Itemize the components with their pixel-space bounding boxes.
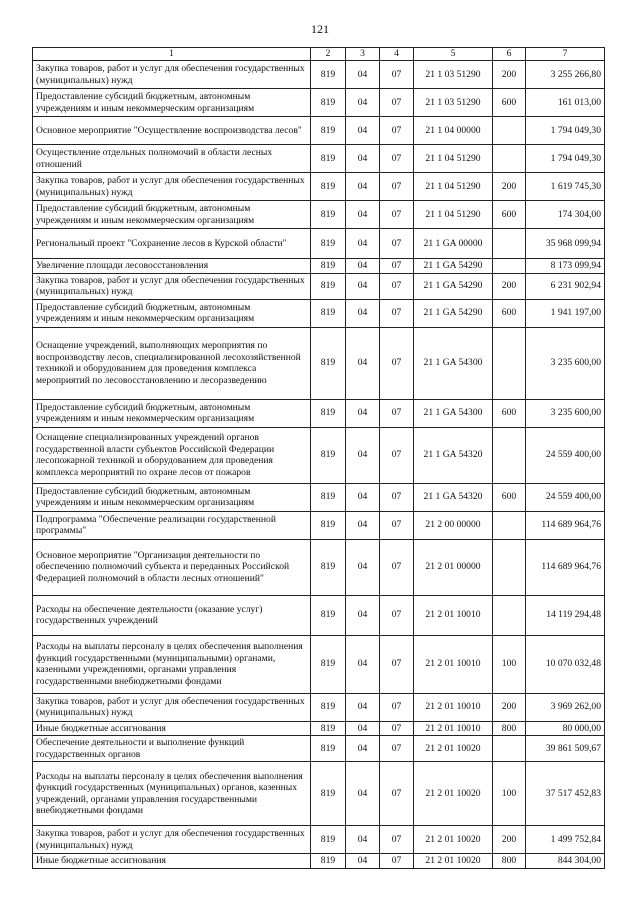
department-code-cell: 819 [311, 511, 346, 539]
subsection-code-cell: 07 [380, 117, 414, 145]
expense-name-cell: Предоставление субсидий бюджетным, автономным учреждениям и иным некоммерческим организациям [33, 201, 311, 229]
expense-type-cell: 100 [493, 635, 526, 693]
section-code-cell: 04 [346, 511, 380, 539]
expense-name-cell: Региональный проект "Сохранение лесов в Курской области" [33, 229, 311, 259]
section-code-cell: 04 [346, 299, 380, 327]
expense-type-cell: 200 [493, 61, 526, 89]
department-code-cell: 819 [311, 145, 346, 173]
table-row [33, 762, 605, 826]
amount-cell: 24 559 400,00 [526, 483, 605, 511]
department-code-cell: 819 [311, 736, 346, 762]
expense-type-cell: 100 [493, 762, 526, 826]
expense-name-cell: Иные бюджетные ассигнования [33, 854, 311, 869]
section-code-cell: 04 [346, 89, 380, 117]
amount-cell: 6 231 902,94 [526, 273, 605, 299]
table-row [33, 201, 605, 229]
department-code-cell: 819 [311, 173, 346, 201]
table-row [33, 89, 605, 117]
header-cell: 3 [346, 48, 380, 61]
page-number: 121 [311, 22, 329, 36]
target-article-cell: 21 2 01 10010 [414, 595, 493, 635]
target-article-cell: 21 1 04 51290 [414, 201, 493, 229]
section-code-cell: 04 [346, 483, 380, 511]
expense-name-cell: Осуществление отдельных полномочий в области лесных отношений [33, 145, 311, 173]
expense-type-cell: 200 [493, 693, 526, 721]
subsection-code-cell: 07 [380, 229, 414, 259]
expense-type-cell [493, 327, 526, 399]
department-code-cell: 819 [311, 826, 346, 854]
expense-type-cell: 600 [493, 89, 526, 117]
section-code-cell: 04 [346, 173, 380, 201]
table-row [33, 721, 605, 736]
subsection-code-cell: 07 [380, 762, 414, 826]
expense-name-cell: Предоставление субсидий бюджетным, автономным учреждениям и иным некоммерческим организациям [33, 483, 311, 511]
amount-cell: 3 255 266,80 [526, 61, 605, 89]
table-row [33, 595, 605, 635]
table-row [33, 511, 605, 539]
expense-type-cell: 600 [493, 201, 526, 229]
department-code-cell: 819 [311, 762, 346, 826]
amount-cell: 114 689 964,76 [526, 511, 605, 539]
header-cell: 5 [414, 48, 493, 61]
department-code-cell: 819 [311, 299, 346, 327]
expense-name-cell: Закупка товаров, работ и услуг для обеспечения государственных (муниципальных) нужд [33, 61, 311, 89]
section-code-cell: 04 [346, 762, 380, 826]
expense-type-cell: 800 [493, 721, 526, 736]
subsection-code-cell: 07 [380, 483, 414, 511]
expense-name-cell: Увеличение площади лесовосстановления [33, 259, 311, 274]
expense-type-cell: 600 [493, 299, 526, 327]
table-row [33, 117, 605, 145]
amount-cell: 10 070 032,48 [526, 635, 605, 693]
table-row [33, 693, 605, 721]
section-code-cell: 04 [346, 117, 380, 145]
expense-type-cell [493, 595, 526, 635]
department-code-cell: 819 [311, 273, 346, 299]
section-code-cell: 04 [346, 201, 380, 229]
expense-name-cell: Закупка товаров, работ и услуг для обеспечения государственных (муниципальных) нужд [33, 273, 311, 299]
expense-type-cell: 600 [493, 399, 526, 427]
subsection-code-cell: 07 [380, 201, 414, 229]
table-row [33, 145, 605, 173]
section-code-cell: 04 [346, 721, 380, 736]
amount-cell: 1 794 049,30 [526, 145, 605, 173]
subsection-code-cell: 07 [380, 299, 414, 327]
subsection-code-cell: 07 [380, 511, 414, 539]
target-article-cell: 21 2 01 10020 [414, 854, 493, 869]
subsection-code-cell: 07 [380, 173, 414, 201]
department-code-cell: 819 [311, 201, 346, 229]
subsection-code-cell: 07 [380, 61, 414, 89]
table-row [33, 427, 605, 483]
amount-cell: 161 013,00 [526, 89, 605, 117]
expense-name-cell: Обеспечение деятельности и выполнение функций государственных органов [33, 736, 311, 762]
table-row [33, 483, 605, 511]
expense-name-cell: Предоставление субсидий бюджетным, автономным учреждениям и иным некоммерческим организациям [33, 89, 311, 117]
target-article-cell: 21 2 01 10010 [414, 721, 493, 736]
target-article-cell: 21 1 GA 54320 [414, 427, 493, 483]
target-article-cell: 21 2 01 10020 [414, 762, 493, 826]
section-code-cell: 04 [346, 854, 380, 869]
expense-type-cell [493, 511, 526, 539]
target-article-cell: 21 1 04 00000 [414, 117, 493, 145]
expense-name-cell: Основное мероприятие "Организация деятельности по обеспечению полномочий субъекта и переданных Российской Федерацией полномочий в области лесных отношений" [33, 539, 311, 595]
subsection-code-cell: 07 [380, 635, 414, 693]
subsection-code-cell: 07 [380, 89, 414, 117]
section-code-cell: 04 [346, 736, 380, 762]
expense-type-cell: 600 [493, 483, 526, 511]
amount-cell: 174 304,00 [526, 201, 605, 229]
target-article-cell: 21 1 04 51290 [414, 145, 493, 173]
amount-cell: 39 861 509,67 [526, 736, 605, 762]
department-code-cell: 819 [311, 89, 346, 117]
department-code-cell: 819 [311, 483, 346, 511]
amount-cell: 844 304,00 [526, 854, 605, 869]
expense-type-cell: 200 [493, 273, 526, 299]
target-article-cell: 21 1 GA 54300 [414, 399, 493, 427]
section-code-cell: 04 [346, 595, 380, 635]
department-code-cell: 819 [311, 327, 346, 399]
section-code-cell: 04 [346, 539, 380, 595]
expense-type-cell [493, 427, 526, 483]
table-row [33, 539, 605, 595]
target-article-cell: 21 1 04 51290 [414, 173, 493, 201]
header-row [33, 48, 605, 61]
amount-cell: 1 499 752,84 [526, 826, 605, 854]
target-article-cell: 21 1 03 51290 [414, 89, 493, 117]
target-article-cell: 21 1 GA 54320 [414, 483, 493, 511]
target-article-cell: 21 2 01 00000 [414, 539, 493, 595]
expense-name-cell: Закупка товаров, работ и услуг для обеспечения государственных (муниципальных) нужд [33, 173, 311, 201]
department-code-cell: 819 [311, 539, 346, 595]
subsection-code-cell: 07 [380, 399, 414, 427]
section-code-cell: 04 [346, 635, 380, 693]
amount-cell: 114 689 964,76 [526, 539, 605, 595]
department-code-cell: 819 [311, 427, 346, 483]
expense-type-cell [493, 145, 526, 173]
target-article-cell: 21 2 01 10010 [414, 693, 493, 721]
subsection-code-cell: 07 [380, 427, 414, 483]
table-row [33, 854, 605, 869]
target-article-cell: 21 1 03 51290 [414, 61, 493, 89]
table-row [33, 273, 605, 299]
subsection-code-cell: 07 [380, 693, 414, 721]
table-row [33, 736, 605, 762]
expense-type-cell: 200 [493, 173, 526, 201]
expense-name-cell: Закупка товаров, работ и услуг для обеспечения государственных (муниципальных) нужд [33, 693, 311, 721]
amount-cell: 80 000,00 [526, 721, 605, 736]
expense-name-cell: Основное мероприятие "Осуществление воспроизводства лесов" [33, 117, 311, 145]
expense-type-cell [493, 117, 526, 145]
amount-cell: 3 235 600,00 [526, 327, 605, 399]
section-code-cell: 04 [346, 399, 380, 427]
table-row [33, 259, 605, 274]
expense-type-cell [493, 736, 526, 762]
table-row [33, 635, 605, 693]
department-code-cell: 819 [311, 117, 346, 145]
expense-name-cell: Расходы на выплаты персоналу в целях обеспечения выполнения функций государственных (муниципальных) органов, казенных учреждений, органами управления государственными внебюджетными фондами [33, 762, 311, 826]
subsection-code-cell: 07 [380, 826, 414, 854]
section-code-cell: 04 [346, 145, 380, 173]
table-row [33, 299, 605, 327]
subsection-code-cell: 07 [380, 539, 414, 595]
expense-name-cell: Расходы на обеспечение деятельности (оказание услуг) государственных учреждений [33, 595, 311, 635]
expense-name-cell: Подпрограмма "Обеспечение реализации государственной программы" [33, 511, 311, 539]
target-article-cell: 21 2 01 10020 [414, 826, 493, 854]
expense-name-cell: Оснащение специализированных учреждений органов государственной власти субъектов Российской Федерации лесопожарной техникой и оборудованием для проведения комплекса мероприятий по охране лесов от пожаров [33, 427, 311, 483]
section-code-cell: 04 [346, 229, 380, 259]
header-cell: 7 [526, 48, 605, 61]
expense-type-cell: 800 [493, 854, 526, 869]
department-code-cell: 819 [311, 595, 346, 635]
target-article-cell: 21 1 GA 54290 [414, 299, 493, 327]
expense-name-cell: Предоставление субсидий бюджетным, автономным учреждениям и иным некоммерческим организациям [33, 399, 311, 427]
subsection-code-cell: 07 [380, 327, 414, 399]
section-code-cell: 04 [346, 61, 380, 89]
expense-name-cell: Расходы на выплаты персоналу в целях обеспечения выполнения функций государственными (муниципальными) органами, казенными учреждениями, органами управления государственными внебюджетными фондами [33, 635, 311, 693]
header-cell: 1 [33, 48, 311, 61]
expense-name-cell: Предоставление субсидий бюджетным, автономным учреждениям и иным некоммерческим организациям [33, 299, 311, 327]
department-code-cell: 819 [311, 721, 346, 736]
subsection-code-cell: 07 [380, 736, 414, 762]
header-cell: 6 [493, 48, 526, 61]
section-code-cell: 04 [346, 427, 380, 483]
section-code-cell: 04 [346, 826, 380, 854]
subsection-code-cell: 07 [380, 145, 414, 173]
expense-type-cell [493, 229, 526, 259]
department-code-cell: 819 [311, 635, 346, 693]
section-code-cell: 04 [346, 273, 380, 299]
subsection-code-cell: 07 [380, 259, 414, 274]
table-row [33, 826, 605, 854]
amount-cell: 14 119 294,48 [526, 595, 605, 635]
amount-cell: 3 235 600,00 [526, 399, 605, 427]
amount-cell: 1 794 049,30 [526, 117, 605, 145]
section-code-cell: 04 [346, 259, 380, 274]
table-row [33, 173, 605, 201]
target-article-cell: 21 1 GA 54300 [414, 327, 493, 399]
table-row [33, 399, 605, 427]
amount-cell: 35 968 099,94 [526, 229, 605, 259]
target-article-cell: 21 2 00 00000 [414, 511, 493, 539]
table-row [33, 61, 605, 89]
table-row [33, 327, 605, 399]
department-code-cell: 819 [311, 61, 346, 89]
subsection-code-cell: 07 [380, 721, 414, 736]
expense-type-cell [493, 539, 526, 595]
department-code-cell: 819 [311, 259, 346, 274]
department-code-cell: 819 [311, 229, 346, 259]
subsection-code-cell: 07 [380, 273, 414, 299]
subsection-code-cell: 07 [380, 854, 414, 869]
amount-cell: 24 559 400,00 [526, 427, 605, 483]
amount-cell: 37 517 452,83 [526, 762, 605, 826]
amount-cell: 1 941 197,00 [526, 299, 605, 327]
amount-cell: 1 619 745,30 [526, 173, 605, 201]
header-cell: 4 [380, 48, 414, 61]
department-code-cell: 819 [311, 854, 346, 869]
budget-table [32, 47, 605, 869]
department-code-cell: 819 [311, 693, 346, 721]
target-article-cell: 21 2 01 10010 [414, 635, 493, 693]
expense-type-cell [493, 259, 526, 274]
target-article-cell: 21 1 GA 54290 [414, 259, 493, 274]
table-row [33, 229, 605, 259]
amount-cell: 8 173 099,94 [526, 259, 605, 274]
header-cell: 2 [311, 48, 346, 61]
expense-name-cell: Оснащение учреждений, выполняющих мероприятия по воспроизводству лесов, специализированной лесохозяйственной техникой и оборудованием для проведения комплекса мероприятий по лесовосстановлению и лесоразведению [33, 327, 311, 399]
subsection-code-cell: 07 [380, 595, 414, 635]
section-code-cell: 04 [346, 327, 380, 399]
target-article-cell: 21 1 GA 54290 [414, 273, 493, 299]
expense-type-cell: 200 [493, 826, 526, 854]
target-article-cell: 21 2 01 10020 [414, 736, 493, 762]
department-code-cell: 819 [311, 399, 346, 427]
section-code-cell: 04 [346, 693, 380, 721]
expense-name-cell: Иные бюджетные ассигнования [33, 721, 311, 736]
expense-name-cell: Закупка товаров, работ и услуг для обеспечения государственных (муниципальных) нужд [33, 826, 311, 854]
amount-cell: 3 969 262,00 [526, 693, 605, 721]
target-article-cell: 21 1 GA 00000 [414, 229, 493, 259]
